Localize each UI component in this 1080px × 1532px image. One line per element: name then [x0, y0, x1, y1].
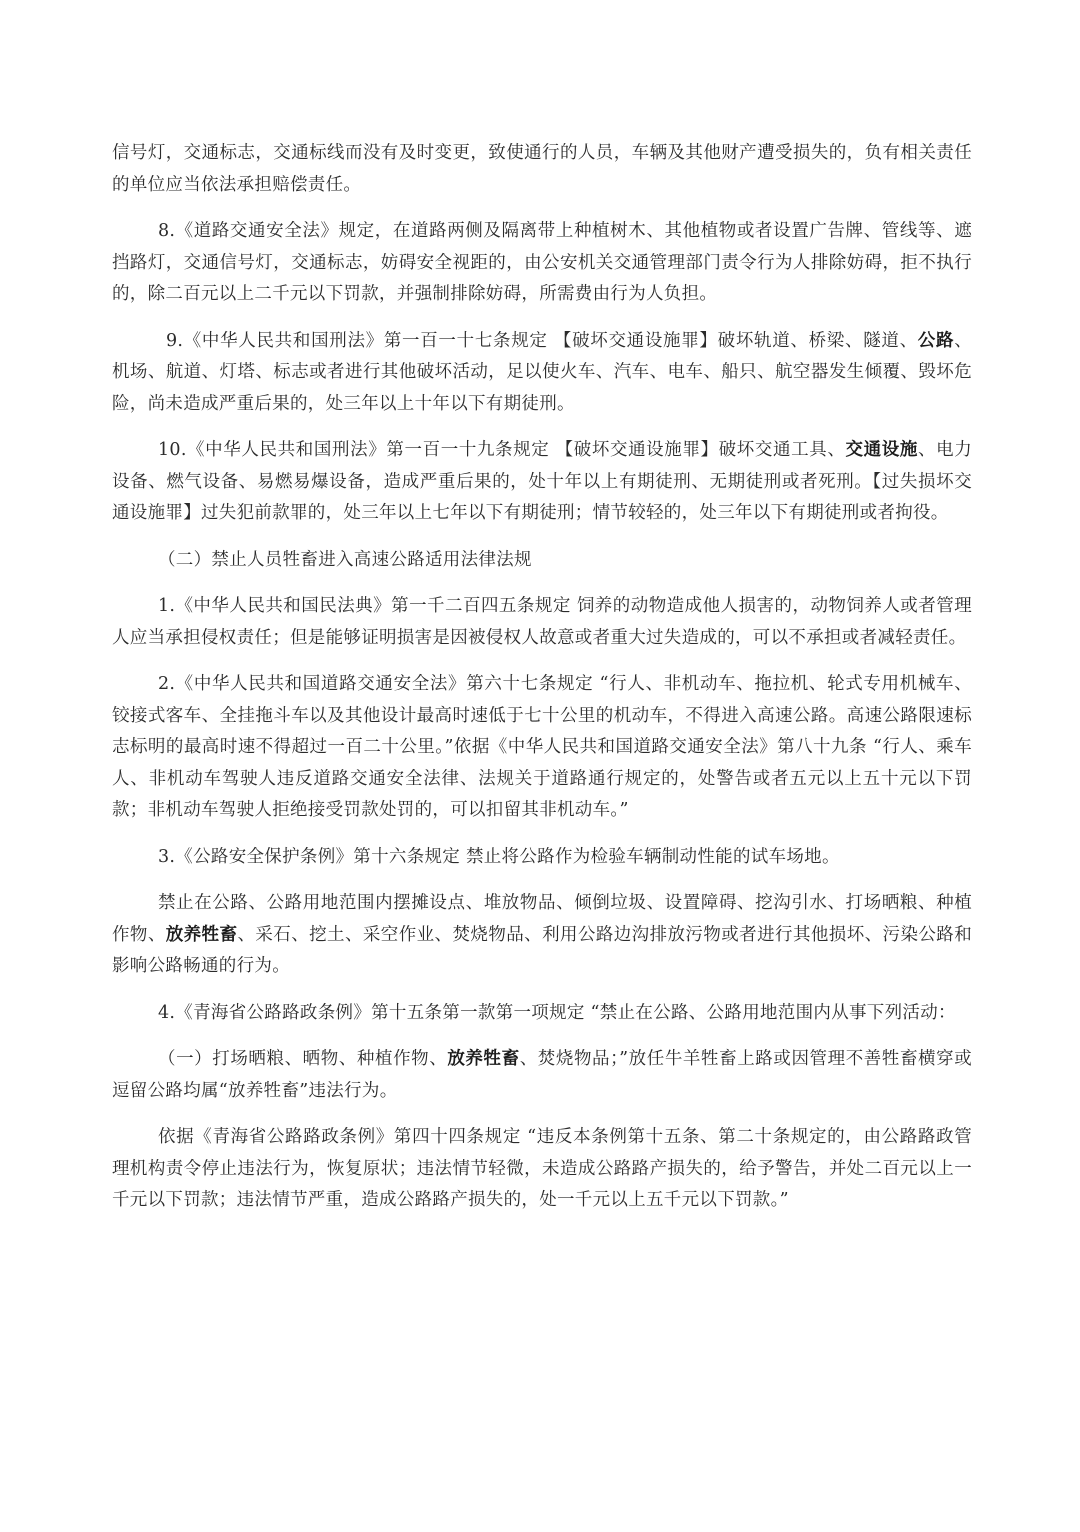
- paragraph-text: 禁止在公路、公路用地范围内摆摊设点、堆放物品、倾倒垃圾、设置障碍、挖沟引水、打场晒粮、种植作物、: [112, 893, 972, 945]
- paragraph-item-3: [112, 842, 972, 874]
- section-heading: [112, 545, 972, 577]
- paragraph-text: 3.《公路安全保护条例》第十六条规定 禁止将公路作为检验车辆制动性能的试车场地。: [158, 846, 840, 867]
- bold-term: 交通设施: [845, 440, 918, 460]
- paragraph-text: 8.《道路交通安全法》规定，在道路两侧及隔离带上种植树木、其他植物或者设置广告牌、管线等、遮挡路灯，交通信号灯，交通标志，妨碍安全视距的，由公安机关交通管理部门责令行为人排除妨碍，拒不执行的，除二百元以上二千元以下罚款，并强制排除妨碍，所需费由行为人负担。: [112, 221, 972, 304]
- paragraph-item-8: [112, 216, 972, 311]
- paragraph-text: 、电力设备、燃气设备、易燃易爆设备，造成严重后果的，处十年以上有期徒刑、无期徒刑或者死刑。【过失损坏交通设施罪】过失犯前款罪的，处三年以上七年以下有期徒刑；情节较轻的，处三年以下有期徒刑或者拘役。: [112, 440, 973, 523]
- paragraph-item-9: [112, 326, 972, 421]
- paragraph-text: 、采石、挖土、采空作业、焚烧物品、利用公路边沟排放污物或者进行其他损坏、污染公路和影响公路畅通的行为。: [112, 924, 973, 976]
- paragraph-prohibition: [112, 888, 972, 983]
- bold-term: 公路: [917, 330, 955, 351]
- paragraph-text: 2.《中华人民共和国道路交通安全法》第六十七条规定 “行人、非机动车、拖拉机、轮式专用机械车、铰接式客车、全挂拖斗车以及其他设计最高时速低于七十公里的机动车，不得进入高速公路。高速公路限速标志标明的最高时速不得超过一百二十公里。”依据《中华人民共和国道路交通安全法》第八十九条 “行人、乘车人、非机动车驾驶人违反道路交通安全法律、法规关于道路通行规定的，处警告或者五元以上五十元以下罚款；非机动车驾驶人拒绝接受罚款处罚的，可以扣留其非机动车。”: [112, 674, 972, 820]
- paragraph-continuation: [112, 138, 972, 201]
- section-heading-text: （二）禁止人员牲畜进入高速公路适用法律法规: [158, 549, 532, 570]
- paragraph-text: 4.《青海省公路路政条例》第十五条第一款第一项规定 “禁止在公路、公路用地范围内从事下列活动：: [158, 1002, 956, 1023]
- paragraph-text: （一）打场晒粮、晒物、种植作物、: [158, 1049, 448, 1069]
- paragraph-item-2: [112, 669, 972, 827]
- paragraph-text: 、焚烧物品；”放任牛羊牲畜上路或因管理不善牲畜横穿或逗留公路均属“放养牲畜”违法行为。: [112, 1049, 972, 1101]
- paragraph-penalty: [112, 1122, 972, 1217]
- paragraph-text: 、机场、航道、灯塔、标志或者进行其他破坏活动，足以使火车、汽车、电车、船只、航空器发生倾覆、毁坏危险，尚未造成严重后果的，处三年以上十年以下有期徒刑。: [112, 330, 973, 414]
- paragraph-item-10: [112, 435, 972, 530]
- paragraph-item-4: [112, 998, 972, 1030]
- paragraph-sub-item-1: [112, 1044, 972, 1107]
- paragraph-text: 10.《中华人民共和国刑法》第一百一十九条规定 【破坏交通设施罪】破坏交通工具、: [158, 440, 846, 460]
- paragraph-item-1: [112, 591, 972, 654]
- paragraph-text: 1.《中华人民共和国民法典》第一千二百四五条规定 饲养的动物造成他人损害的，动物饲养人或者管理人应当承担侵权责任；但是能够证明损害是因被侵权人故意或者重大过失造成的，可以不承担或者减轻责任。: [112, 596, 972, 648]
- bold-term: 放养牲畜: [447, 1049, 520, 1069]
- paragraph-text: 依据《青海省公路路政条例》第四十四条规定 “违反本条例第十五条、第二十条规定的，由公路路政管理机构责令停止违法行为，恢复原状；违法情节轻微，未造成公路路产损失的，给予警告，并处二百元以上一千元以下罚款；违法情节严重，造成公路路产损失的，处一千元以上五千元以下罚款。”: [112, 1127, 972, 1210]
- paragraph-text: 9.《中华人民共和国刑法》第一百一十七条规定 【破坏交通设施罪】破坏轨道、桥梁、隧道、: [166, 330, 918, 351]
- paragraph-text: 信号灯，交通标志，交通标线而没有及时变更，致使通行的人员，车辆及其他财产遭受损失的，负有相关责任的单位应当依法承担赔偿责任。: [112, 143, 972, 195]
- bold-term: 放养牲畜: [165, 924, 238, 945]
